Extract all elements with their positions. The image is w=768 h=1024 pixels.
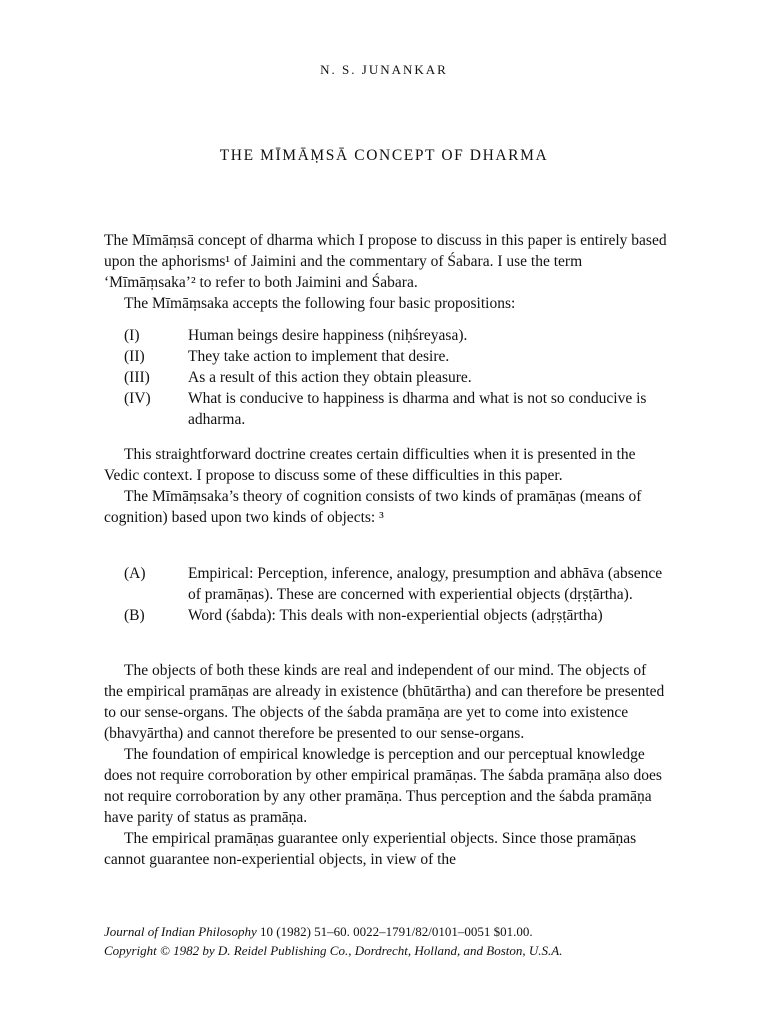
- citation-details: 10 (1982) 51–60. 0022–1791/82/0101–0051 $01.00.: [260, 924, 533, 939]
- article-title: THE MĪMĀṂSĀ CONCEPT OF DHARMA: [219, 147, 549, 164]
- list-item-number: (III): [124, 369, 150, 386]
- propositions-list: [104, 325, 669, 430]
- list-item-text: What is conducive to happiness is dharma and what is not so conducive is adharma.: [188, 390, 647, 428]
- paragraph-perception: The foundation of empirical knowledge is perception and our perceptual knowledge does not require corroboration by other empirical pramāṇas. The śabda pramāṇa also does not require corroboration by any other pramāṇa. Thus perception and the śabda pramāṇa have parity of status as pramāṇa.: [104, 746, 662, 826]
- author-name: N. S. JUNANKAR: [320, 62, 448, 77]
- middle-section: [104, 444, 669, 528]
- paragraph-cognition: The Mīmāṃsaka’s theory of cognition consists of two kinds of pramāṇas (means of cognition) based upon two kinds of objects: ³: [104, 488, 642, 526]
- list-item-text: Word (śabda): This deals with non-experiential objects (adṛṣṭārtha): [188, 607, 603, 624]
- paragraph-propositions-lead: The Mīmāṃsaka accepts the following four basic propositions:: [124, 295, 516, 312]
- list-item-text: They take action to implement that desire.: [188, 348, 450, 365]
- list-item-text: As a result of this action they obtain pleasure.: [188, 369, 472, 386]
- list-item-number: (A): [124, 565, 146, 582]
- paragraph-intro: The Mīmāṃsā concept of dharma which I propose to discuss in this paper is entirely based upon the aphorisms¹ of Jaimini and the commentary of Śabara. I use the term ‘Mīmāṃsaka’² to refer to both Jaimini and Śabara.: [104, 232, 667, 291]
- list-item-text: Empirical: Perception, inference, analogy, presumption and abhāva (absence of pramāṇas). These are concerned with experiential objects (dṛṣṭārtha).: [188, 565, 663, 603]
- list-item: [104, 346, 669, 367]
- pramanas-list: [104, 563, 669, 626]
- list-item: [104, 563, 669, 605]
- citation-line: [104, 922, 664, 941]
- citation-footer: [104, 922, 664, 960]
- list-item-number: (B): [124, 607, 145, 624]
- list-item-text: Human beings desire happiness (niḥśreyasa).: [188, 327, 468, 344]
- list-item-number: (II): [124, 348, 145, 365]
- paragraph-guarantee: The empirical pramāṇas guarantee only experiential objects. Since those pramāṇas cannot guarantee non-experiential objects, in view of the: [104, 830, 637, 868]
- list-item: [104, 388, 669, 430]
- list-item: [104, 605, 669, 626]
- list-item: [104, 325, 669, 346]
- list-item-number: (IV): [124, 390, 151, 407]
- list-item-number: (I): [124, 327, 140, 344]
- paragraph-objects: The objects of both these kinds are real and independent of our mind. The objects of the empirical pramāṇas are already in existence (bhūtārtha) and can therefore be presented to our sense-organs. The objects of the śabda pramāṇa are yet to come into existence (bhavyārtha) and cannot therefore be presented to our sense-organs.: [104, 662, 665, 742]
- copyright-line: Copyright © 1982 by D. Reidel Publishing Co., Dordrecht, Holland, and Boston, U.S.A.: [104, 943, 563, 958]
- intro-section: [104, 230, 669, 314]
- closing-section: [104, 660, 669, 870]
- paragraph-difficulties: This straightforward doctrine creates certain difficulties when it is presented in the Vedic context. I propose to discuss some of these difficulties in this paper.: [104, 446, 636, 484]
- journal-name: Journal of Indian Philosophy: [104, 924, 257, 939]
- list-item: [104, 367, 669, 388]
